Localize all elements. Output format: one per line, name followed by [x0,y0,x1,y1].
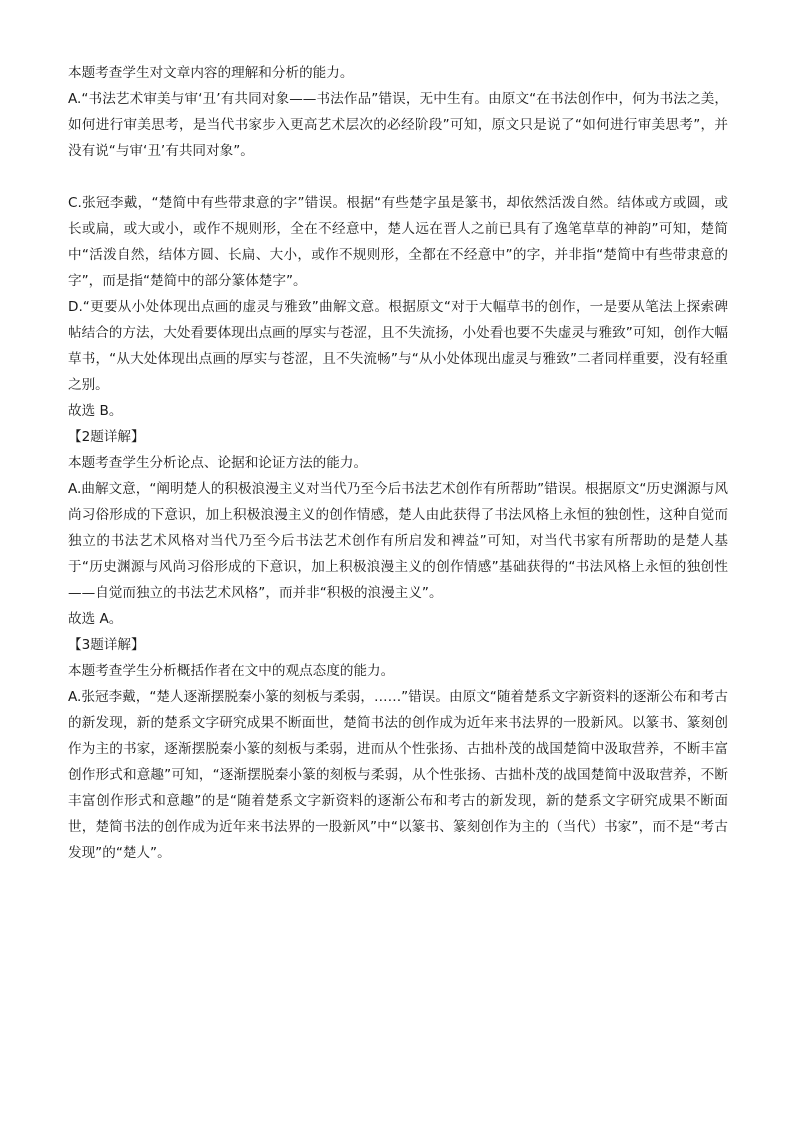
option-d-analysis: D.“更要从小处体现出点画的虚灵与雅致”曲解文意。根据原文“对于大幅草书的创作，一是要从笔法上探索碑帖结合的方法，大处看要体现出点画的厚实与苍涩，且不失流扬，小处看也要不失虚灵与雅致”可知，创作大幅草书，“从大处体现出点画的厚实与苍涩，且不失流畅”与“从小处体现出虚灵与雅致”二者同样重要，没有轻重之别。 [68,299,728,393]
answer-q2: 故选 A。 [68,611,123,627]
section-heading-q2: 【2题详解】 [68,429,145,445]
q2-intro: 本题考查学生分析论点、论据和论证方法的能力。 [68,455,368,471]
q3-option-a-analysis: A.张冠李戴，“楚人逐渐摆脱秦小篆的刻板与柔弱，……”错误。由原文“随着楚系文字新资料的逐渐公布和考古的新发现，新的楚系文字研究成果不断面世，楚简书法的创作成为近年来书法界的一股新风。以篆书、篆刻创作为主的书家，逐渐摆脱秦小篆的刻板与柔弱，进而从个性张扬、古拙朴茂的战国楚简中汲取营养，不断丰富创作形式和意趣”可知，“逐渐摆脱秦小篆的刻板与柔弱，从个性张扬、古拙朴茂的战国楚简中汲取营养，不断丰富创作形式和意趣”的是“随着楚系文字新资料的逐渐公布和考古的新发现，新的楚系文字研究成果不断面世，楚简书法的创作成为近年来书法界的一股新风”中“以篆书、篆刻创作为主的（当代）书家”，而不是“考古发现”的“楚人”。 [68,689,728,861]
blank-line [68,164,728,190]
option-a-analysis: A.“书法艺术审美与审‘丑’有共同对象——书法作品”错误，无中生有。由原文“在书法创作中，何为书法之美，如何进行审美思考，是当代书家步入更高艺术层次的必经阶段”可知，原文只是说了“如何进行审美思考”，并没有说“与审‘丑’有共同对象”。 [68,91,728,159]
intro-paragraph: 本题考查学生对文章内容的理解和分析的能力。 [68,65,354,81]
q3-intro: 本题考查学生分析概括作者在文中的观点态度的能力。 [68,663,395,679]
q2-option-a-analysis: A.曲解文意，“阐明楚人的积极浪漫主义对当代乃至今后书法艺术创作有所帮助”错误。根据原文“历史渊源与风尚习俗形成的下意识，加上积极浪漫主义的创作情感，楚人由此获得了书法风格上永恒的独创性，这种自觉而独立的书法艺术风格对当代乃至今后书法艺术创作有所启发和裨益”可知，对当代书家有所帮助的是楚人基于“历史渊源与风尚习俗形成的下意识，加上积极浪漫主义的创作情感”基础获得的“书法风格上永恒的独创性——自觉而独立的书法艺术风格”，而并非“积极的浪漫主义”。 [68,481,728,601]
option-c-analysis: C.张冠李戴，“楚简中有些带隶意的字”错误。根据“有些楚字虽是篆书，却依然活泼自然。结体或方或圆，或长或扁，或大或小，或作不规则形，全在不经意中，楚人远在晋人之前已具有了逸笔草草的神韵”可知，楚简中“活泼自然，结体方圆、长扁、大小，或作不规则形，全都在不经意中”的字，并非指“楚简中有些带隶意的字”，而是指“楚简中的部分篆体楚字”。 [68,195,728,289]
answer-q1: 故选 B。 [68,403,123,419]
section-heading-q3: 【3题详解】 [68,637,145,653]
document-page [68,60,728,866]
